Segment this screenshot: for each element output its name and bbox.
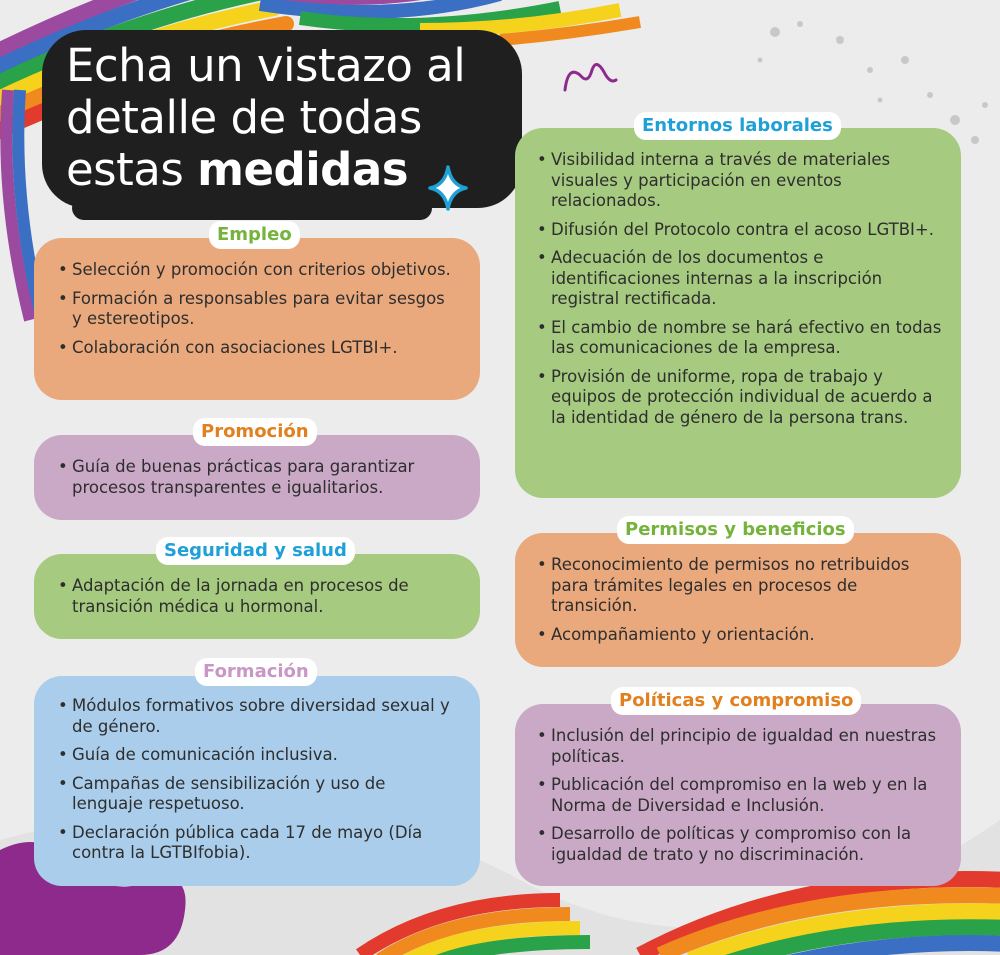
list-item: • Guía de comunicación inclusiva.: [58, 745, 458, 766]
empleo-card: [34, 238, 480, 400]
list-item: • Adecuación de los documentos e identificaciones internas a la inscripción registral rectificada.: [537, 248, 942, 310]
permisos-label: Permisos y beneficios: [617, 516, 854, 544]
politicas-label: Políticas y compromiso: [611, 687, 861, 715]
promocion-card: [34, 435, 480, 520]
list-item: • El cambio de nombre se hará efectivo en todas las comunicaciones de la empresa.: [537, 318, 942, 359]
list-item: • Selección y promoción con criterios objetivos.: [58, 260, 458, 281]
sparkle-icon: [428, 165, 468, 211]
seguridad-card: [34, 554, 480, 639]
squiggle-decoration-icon: [560, 60, 620, 100]
entornos-card: [515, 128, 961, 498]
promocion-label: Promoción: [193, 418, 317, 446]
list-item: • Difusión del Protocolo contra el acoso LGTBI+.: [537, 220, 942, 241]
list-item: • Reconocimiento de permisos no retribuidos para trámites legales en procesos de transición.: [537, 555, 942, 617]
formacion-card: [34, 676, 480, 886]
list-item: • Provisión de uniforme, ropa de trabajo y equipos de protección individual de acuerdo a la identidad de género de la persona trans.: [537, 367, 942, 429]
promocion-list: [58, 457, 458, 506]
list-item: • Desarrollo de políticas y compromiso con la igualdad de trato y no discriminación.: [537, 824, 942, 865]
list-item: • Colaboración con asociaciones LGTBI+.: [58, 338, 458, 359]
list-item: • Formación a responsables para evitar sesgos y estereotipos.: [58, 289, 458, 330]
list-item: • Campañas de sensibilización y uso de lenguaje respetuoso.: [58, 774, 458, 815]
list-item: • Acompañamiento y orientación.: [537, 625, 942, 646]
list-item: • Guía de buenas prácticas para garantizar procesos transparentes e igualitarios.: [58, 457, 458, 498]
politicas-card: [515, 704, 961, 886]
permisos-list: [537, 555, 942, 653]
list-item: • Visibilidad interna a través de materiales visuales y participación en eventos relacionados.: [537, 150, 942, 212]
entornos-list: [537, 150, 942, 436]
empleo-list: [58, 260, 458, 366]
title-line-2: detalle de todas: [66, 91, 422, 144]
list-item: • Inclusión del principio de igualdad en nuestras políticas.: [537, 726, 942, 767]
title-line-3-plain: estas: [66, 143, 198, 196]
title-line-3-bold: medidas: [197, 143, 409, 196]
list-item: • Adaptación de la jornada en procesos de transición médica u hormonal.: [58, 576, 458, 617]
formacion-list: [58, 696, 458, 872]
permisos-card: [515, 533, 961, 667]
list-item: • Publicación del compromiso en la web y en la Norma de Diversidad e Inclusión.: [537, 775, 942, 816]
title-line-1: Echa un vistazo al: [66, 39, 466, 92]
politicas-list: [537, 726, 942, 873]
seguridad-label: Seguridad y salud: [156, 537, 355, 565]
empleo-label: Empleo: [209, 221, 300, 249]
list-item: • Módulos formativos sobre diversidad sexual y de género.: [58, 696, 458, 737]
entornos-label: Entornos laborales: [634, 112, 841, 140]
formacion-label: Formación: [195, 658, 317, 686]
list-item: • Declaración pública cada 17 de mayo (Día contra la LGTBIfobia).: [58, 823, 458, 864]
seguridad-list: [58, 576, 458, 625]
